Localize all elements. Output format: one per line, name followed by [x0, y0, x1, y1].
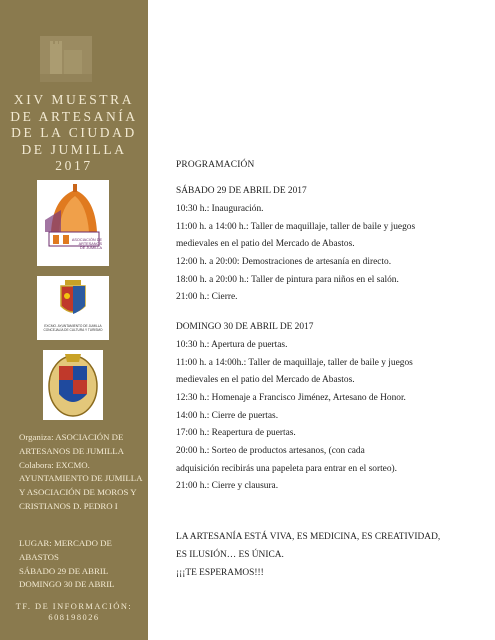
schedule-item: 12:00 h. a 20:00: Demostraciones de artesanía en directo.: [176, 257, 392, 268]
title-line: DE JUMILLA: [21, 141, 127, 157]
organiza-info: [19, 431, 145, 514]
closing-line: LA ARTESANÍA ESTÁ VIVA, ES MEDICINA, ES CREATIVIDAD,: [176, 532, 441, 543]
logo-text: EXCMO. AYUNTAMIENTO DE JUMILLA: [44, 324, 102, 328]
title-line: DE LA CIUDAD: [11, 125, 137, 140]
organiza-line: Organiza: ASOCIACIÓN DE: [19, 432, 124, 442]
saturday-heading: SÁBADO 29 DE ABRIL DE 2017: [176, 186, 307, 197]
schedule-item: medievales en el patio del Mercado de Abastos.: [176, 239, 355, 250]
ayuntamiento-logo: [37, 276, 109, 340]
schedule-item: 12:30 h.: Homenaje a Francisco Jiménez, Artesano de Honor.: [176, 392, 406, 403]
artisan-dome-icon: [37, 180, 109, 266]
title-year: 2017: [55, 158, 93, 173]
lugar-line: LUGAR: MERCADO DE: [19, 538, 112, 548]
colabora-line: AYUNTAMIENTO DE JUMILLA: [19, 473, 143, 484]
lugar-line: ABASTOS: [19, 551, 59, 562]
contact-phone: 608198026: [48, 613, 100, 622]
schedule-item: 21:00 h.: Cierre.: [176, 292, 238, 303]
schedule-item: 14:00 h.: Cierre de puertas.: [176, 410, 279, 421]
contact-info: [0, 601, 148, 623]
closing-line: ES ILUSIÓN… ES ÚNICA.: [176, 549, 284, 560]
moros-cristianos-logo: [43, 350, 103, 420]
program-content: [176, 158, 476, 583]
fecha-line: SÁBADO 29 DE ABRIL: [19, 565, 109, 576]
logo-text: ARTESANOS: [78, 242, 102, 246]
schedule-item: adquisición recibirás una papeleta para entrar en el sorteo).: [176, 463, 397, 474]
asociacion-artesanos-logo: [37, 180, 109, 266]
schedule-item: 18:00 h. a 20:00 h.: Taller de pintura para niños en el salón.: [176, 274, 399, 285]
schedule-item: 20:00 h.: Sorteo de productos artesanos, (con cada: [176, 446, 365, 457]
title-line: DE ARTESANÍA: [10, 108, 138, 124]
program-title: PROGRAMACIÓN: [176, 160, 255, 170]
sunday-heading: DOMINGO 30 DE ABRIL DE 2017: [176, 322, 314, 333]
organiza-line: ARTESANOS DE JUMILLA: [19, 445, 125, 456]
fecha-line: DOMINGO 30 DE ABRIL: [19, 579, 115, 590]
logo-text: ASOCIACIÓN DE: [71, 238, 102, 242]
coat-of-arms-icon: [37, 276, 109, 324]
schedule-item: medievales en el patio del Mercado de Abastos.: [176, 375, 355, 386]
spacer: [176, 308, 476, 320]
logo-text: DE JUMILLA: [80, 246, 102, 250]
schedule-item: 11:00 h. a 14:00h.: Taller de maquillaje, taller de baile y juegos: [176, 357, 413, 368]
colabora-line: CRISTIANOS D. PEDRO I: [19, 500, 118, 511]
heraldic-shield-icon: [43, 350, 103, 420]
logo-text: CONCEJALÍA DE CULTURA Y TURISMO: [43, 328, 103, 332]
title-line: XIV MUESTRA: [13, 92, 135, 107]
castle-icon: [40, 36, 92, 82]
schedule-item: 10:30 h.: Apertura de puertas.: [176, 339, 288, 350]
event-title: [0, 92, 148, 175]
sidebar: [0, 0, 148, 640]
spacer: [176, 497, 476, 530]
colabora-line: Colabora: EXCMO.: [19, 459, 90, 470]
schedule-item: 11:00 h. a 14:00 h.: Taller de maquillaje, taller de baile y juegos: [176, 221, 416, 232]
lugar-info: [19, 537, 145, 592]
schedule-item: 21:00 h.: Cierre y clausura.: [176, 481, 279, 492]
closing-line: ¡¡¡TE ESPERAMOS!!!: [176, 567, 264, 578]
schedule-item: 10:30 h.: Inauguración.: [176, 203, 264, 214]
schedule-item: 17:00 h.: Reapertura de puertas.: [176, 428, 296, 439]
colabora-line: Y ASOCIACIÓN DE MOROS Y: [19, 487, 137, 498]
contact-label: TF. DE INFORMACIÓN:: [15, 602, 133, 611]
